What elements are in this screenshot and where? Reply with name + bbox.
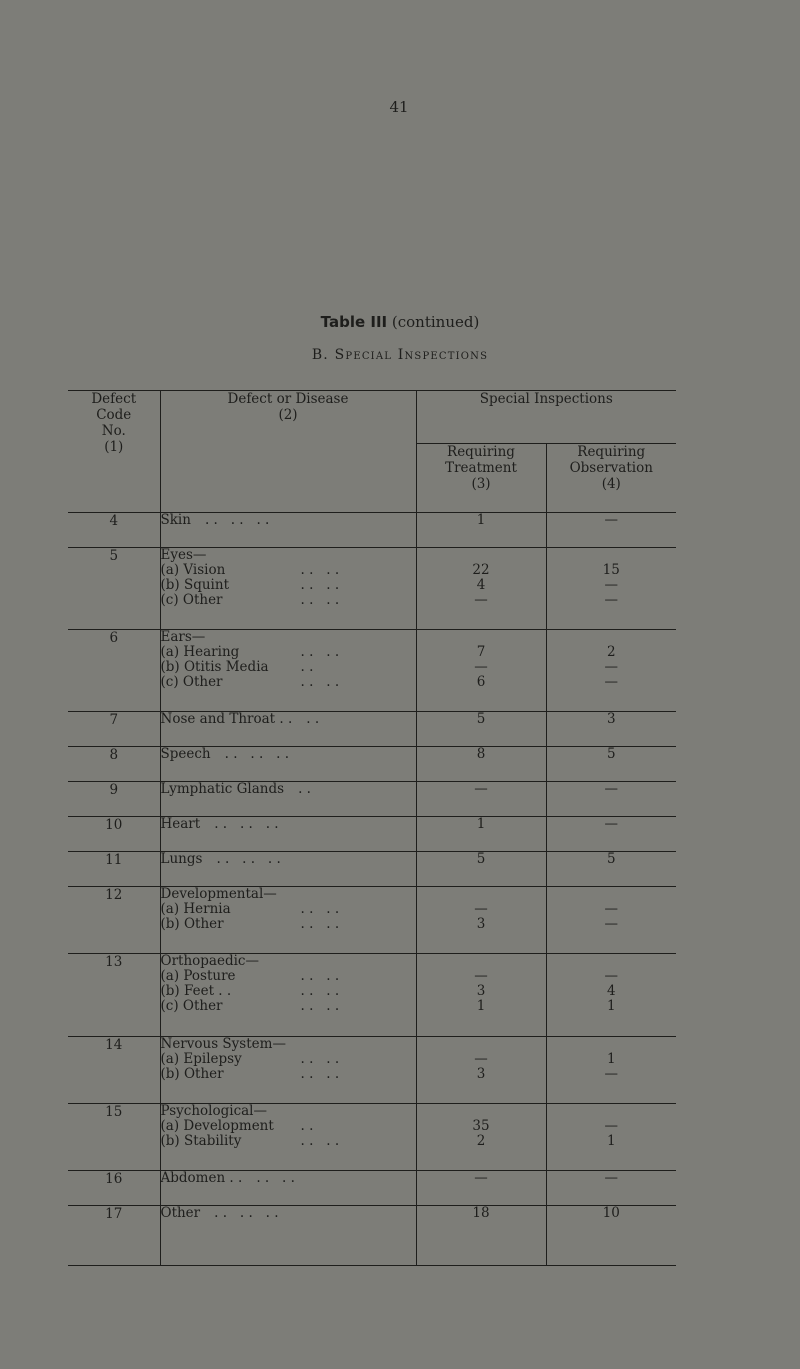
cell-value: —: [604, 1170, 618, 1186]
cell-value: 5: [476, 851, 486, 867]
header-special-inspections: Special Inspections: [416, 391, 676, 444]
disease-sub-item: [161, 645, 416, 660]
table-title: [0, 313, 800, 331]
cell-value: —: [604, 816, 618, 832]
spacer: [547, 1037, 677, 1052]
defect-disease-cell: [160, 712, 416, 747]
disease-sub-item: [161, 578, 416, 593]
disease-heading: [161, 1104, 416, 1119]
header-line: No.: [101, 423, 126, 439]
cell-value: 35: [472, 1118, 490, 1134]
header-line: Defect: [91, 391, 137, 407]
leader-dots: . .: [306, 711, 320, 727]
requiring-observation-cell: [546, 852, 676, 887]
disease-heading-label: Nose and Throat . .: [160, 711, 293, 727]
disease-sub-item: [161, 984, 416, 999]
disease-heading: [161, 513, 416, 528]
disease-sub-item: [161, 660, 416, 675]
table-row: [68, 887, 676, 954]
header-line: Code: [96, 407, 132, 423]
defect-code-cell: 6: [68, 630, 160, 712]
header-defect-or-disease: [160, 391, 416, 513]
sub-item-label: (a) Epilepsy: [160, 1051, 242, 1067]
disease-heading-label: Nervous System—: [160, 1036, 286, 1052]
cell-value: 4: [606, 983, 616, 999]
defect-disease-cell: [160, 548, 416, 630]
cell-value: 3: [476, 916, 486, 932]
cell-value: —: [604, 901, 618, 917]
disease-sub-item: [161, 969, 416, 984]
cell-value: —: [474, 659, 488, 675]
header-line: (4): [601, 476, 621, 492]
table-row: [68, 852, 676, 887]
requiring-treatment-cell: [416, 548, 546, 630]
table-row: [68, 1171, 676, 1206]
defect-disease-cell: [160, 887, 416, 954]
leader-dots: . . . .: [300, 592, 340, 608]
cell-value: —: [604, 577, 618, 593]
table-row: [68, 548, 676, 630]
leader-dots: . . . . . .: [224, 746, 289, 762]
defect-disease-cell: [160, 817, 416, 852]
requiring-treatment-cell: [416, 1104, 546, 1171]
disease-heading-label: Ears—: [160, 629, 206, 645]
disease-heading-label: Skin: [160, 512, 191, 528]
defect-disease-cell: [160, 1171, 416, 1206]
header-line: Requiring: [447, 444, 515, 460]
leader-dots: . . . .: [300, 916, 340, 932]
defect-code-cell: 7: [68, 712, 160, 747]
disease-heading-label: Heart: [160, 816, 201, 832]
sub-item-label: (b) Stability: [160, 1133, 242, 1149]
defect-code-cell: 10: [68, 817, 160, 852]
leader-dots: . . . .: [300, 1051, 340, 1067]
cell-value: —: [604, 968, 618, 984]
spacer: [417, 548, 546, 563]
disease-heading: [161, 817, 416, 832]
defect-disease-cell: [160, 630, 416, 712]
disease-sub-item: [161, 917, 416, 932]
sub-item-label: (c) Other: [160, 674, 223, 690]
leader-dots: . . . .: [300, 577, 340, 593]
requiring-treatment-cell: [416, 817, 546, 852]
spacer: [417, 1104, 546, 1119]
defect-disease-cell: [160, 747, 416, 782]
requiring-observation-cell: [546, 782, 676, 817]
cell-value: —: [474, 592, 488, 608]
header-line: Defect or Disease: [227, 391, 349, 407]
spacer: [547, 887, 677, 902]
sub-item-label: (b) Feet . .: [160, 983, 232, 999]
requiring-treatment-cell: [416, 1206, 546, 1266]
disease-sub-item: [161, 1119, 416, 1134]
cell-value: —: [474, 781, 488, 797]
table-title-rest: (continued): [387, 313, 480, 331]
cell-value: —: [604, 781, 618, 797]
defect-code-cell: 13: [68, 954, 160, 1037]
cell-value: 1: [476, 816, 486, 832]
sub-item-label: (b) Otitis Media: [160, 659, 269, 675]
cell-value: 3: [606, 711, 616, 727]
disease-heading: [161, 712, 416, 727]
defect-code-cell: 4: [68, 513, 160, 548]
requiring-treatment-cell: [416, 1171, 546, 1206]
leader-dots: . . . .: [300, 1066, 340, 1082]
requiring-observation-cell: [546, 747, 676, 782]
requiring-observation-cell: [546, 887, 676, 954]
cell-value: 1: [606, 1051, 616, 1067]
leader-dots: . . . .: [300, 983, 340, 999]
requiring-treatment-cell: [416, 1037, 546, 1104]
cell-value: —: [474, 1170, 488, 1186]
requiring-treatment-cell: [416, 513, 546, 548]
disease-sub-item: [161, 1067, 416, 1082]
requiring-treatment-cell: [416, 852, 546, 887]
cell-value: 3: [476, 983, 486, 999]
leader-dots: . . . .: [300, 901, 340, 917]
sub-item-label: (b) Squint: [160, 577, 229, 593]
table-row: [68, 747, 676, 782]
leader-dots: . . . .: [300, 644, 340, 660]
defect-disease-cell: [160, 1206, 416, 1266]
disease-heading: [161, 747, 416, 762]
disease-sub-item: [161, 675, 416, 690]
header-line: Treatment: [445, 460, 517, 476]
cell-value: —: [604, 674, 618, 690]
sub-item-label: (a) Posture: [160, 968, 236, 984]
header-line: (1): [104, 439, 124, 455]
cell-value: 15: [602, 562, 620, 578]
defect-code-cell: 12: [68, 887, 160, 954]
sub-item-label: (a) Development: [160, 1118, 274, 1134]
cell-value: 5: [606, 746, 616, 762]
leader-dots: . . . .: [300, 562, 340, 578]
disease-sub-item: [161, 902, 416, 917]
defect-code-cell: 16: [68, 1171, 160, 1206]
header-line: (2): [278, 407, 298, 423]
cell-value: 2: [476, 1133, 486, 1149]
leader-dots: . .: [300, 1118, 314, 1134]
page-number: 41: [389, 98, 409, 116]
leader-dots: . . . . . .: [204, 512, 270, 528]
table-row: [68, 1104, 676, 1171]
spacer: [417, 887, 546, 902]
requiring-observation-cell: [546, 1037, 676, 1104]
spacer: [417, 954, 546, 969]
requiring-treatment-cell: [416, 747, 546, 782]
leader-dots: . .: [298, 781, 311, 797]
disease-heading: [161, 1171, 416, 1186]
requiring-treatment-cell: [416, 954, 546, 1037]
leader-dots: . . . . . .: [216, 851, 281, 867]
sub-item-label: (a) Hernia: [160, 901, 231, 917]
leader-dots: . . . .: [300, 674, 340, 690]
defect-code-cell: 11: [68, 852, 160, 887]
header-requiring-treatment: [416, 444, 546, 513]
leader-dots: . . . .: [300, 968, 340, 984]
leader-dots: . . . .: [256, 1170, 295, 1186]
disease-heading-label: Abdomen . .: [160, 1170, 243, 1186]
cell-value: 5: [606, 851, 616, 867]
defect-disease-cell: [160, 782, 416, 817]
table-row: [68, 513, 676, 548]
disease-sub-item: [161, 999, 416, 1014]
requiring-observation-cell: [546, 817, 676, 852]
spacer: [417, 1037, 546, 1052]
defect-disease-cell: [160, 1037, 416, 1104]
requiring-observation-cell: [546, 513, 676, 548]
cell-value: 1: [606, 998, 616, 1014]
spacer: [547, 1104, 677, 1119]
requiring-treatment-cell: [416, 782, 546, 817]
defect-code-cell: 14: [68, 1037, 160, 1104]
sub-item-label: (c) Other: [160, 592, 223, 608]
disease-heading-label: Speech: [160, 746, 211, 762]
cell-value: —: [604, 659, 618, 675]
special-inspections-table: [68, 390, 676, 1266]
table-title-bold: Table III: [320, 313, 388, 331]
cell-value: —: [474, 901, 488, 917]
disease-heading: [161, 630, 416, 645]
disease-heading: [161, 548, 416, 563]
cell-value: 4: [476, 577, 486, 593]
disease-heading: [161, 887, 416, 902]
requiring-observation-cell: [546, 1206, 676, 1266]
sub-item-label: (c) Other: [160, 998, 223, 1014]
spacer: [547, 954, 677, 969]
header-defect-code: [68, 391, 160, 513]
disease-heading-label: Orthopaedic—: [160, 953, 259, 969]
requiring-observation-cell: [546, 548, 676, 630]
header-requiring-observation: [546, 444, 676, 513]
requiring-observation-cell: [546, 1171, 676, 1206]
cell-value: 6: [476, 674, 486, 690]
disease-heading-label: Other: [160, 1205, 201, 1221]
cell-value: 1: [476, 512, 486, 528]
defect-code-cell: 8: [68, 747, 160, 782]
cell-value: —: [604, 1066, 618, 1082]
spacer: [417, 630, 546, 645]
disease-heading: [161, 852, 416, 867]
disease-heading: [161, 954, 416, 969]
cell-value: 7: [476, 644, 486, 660]
cell-value: 2: [606, 644, 616, 660]
cell-value: 3: [476, 1066, 486, 1082]
disease-sub-item: [161, 1134, 416, 1149]
table-row: [68, 1206, 676, 1266]
disease-heading: [161, 1037, 416, 1052]
sub-item-label: (a) Vision: [160, 562, 226, 578]
disease-sub-item: [161, 563, 416, 578]
requiring-treatment-cell: [416, 630, 546, 712]
cell-value: —: [604, 916, 618, 932]
disease-heading-label: Psychological—: [160, 1103, 267, 1119]
leader-dots: . . . . . .: [214, 816, 279, 832]
leader-dots: . . . .: [300, 1133, 340, 1149]
disease-heading: [161, 1206, 416, 1221]
table-row: [68, 817, 676, 852]
leader-dots: . . . . . .: [214, 1205, 279, 1221]
sub-item-label: (b) Other: [160, 1066, 224, 1082]
disease-heading-label: Lymphatic Glands: [160, 781, 285, 797]
cell-value: 22: [472, 562, 490, 578]
defect-code-cell: 15: [68, 1104, 160, 1171]
defect-disease-cell: [160, 513, 416, 548]
leader-dots: . .: [300, 659, 314, 675]
cell-value: 10: [602, 1205, 620, 1221]
requiring-observation-cell: [546, 954, 676, 1037]
sub-item-label: (b) Other: [160, 916, 224, 932]
disease-sub-item: [161, 593, 416, 608]
spacer: [547, 630, 677, 645]
requiring-treatment-cell: [416, 712, 546, 747]
leader-dots: . . . .: [300, 998, 340, 1014]
cell-value: 1: [606, 1133, 616, 1149]
spacer: [547, 548, 677, 563]
table-row: [68, 1037, 676, 1104]
table-row: [68, 630, 676, 712]
cell-value: —: [474, 968, 488, 984]
table-row: [68, 782, 676, 817]
header-line: Observation: [569, 460, 653, 476]
cell-value: 1: [476, 998, 486, 1014]
table-row: [68, 954, 676, 1037]
disease-sub-item: [161, 1052, 416, 1067]
header-line: (3): [471, 476, 491, 492]
sub-item-label: (a) Hearing: [160, 644, 240, 660]
defect-code-cell: 9: [68, 782, 160, 817]
defect-disease-cell: [160, 1104, 416, 1171]
cell-value: —: [474, 1051, 488, 1067]
table-row: [68, 712, 676, 747]
defect-code-cell: 17: [68, 1206, 160, 1266]
requiring-treatment-cell: [416, 887, 546, 954]
cell-value: 5: [476, 711, 486, 727]
table-subtitle: B. Special Inspections: [311, 347, 489, 363]
header-line: Requiring: [577, 444, 646, 460]
cell-value: 8: [476, 746, 486, 762]
disease-heading-label: Eyes—: [160, 547, 207, 563]
disease-heading-label: Developmental—: [160, 886, 277, 902]
disease-heading: [161, 782, 416, 797]
cell-value: —: [604, 592, 618, 608]
requiring-observation-cell: [546, 1104, 676, 1171]
defect-code-cell: 5: [68, 548, 160, 630]
requiring-observation-cell: [546, 630, 676, 712]
requiring-observation-cell: [546, 712, 676, 747]
defect-disease-cell: [160, 954, 416, 1037]
defect-disease-cell: [160, 852, 416, 887]
cell-value: —: [604, 1118, 618, 1134]
disease-heading-label: Lungs: [160, 851, 203, 867]
cell-value: —: [604, 512, 618, 528]
cell-value: 18: [472, 1205, 490, 1221]
table-body: [68, 513, 676, 1266]
